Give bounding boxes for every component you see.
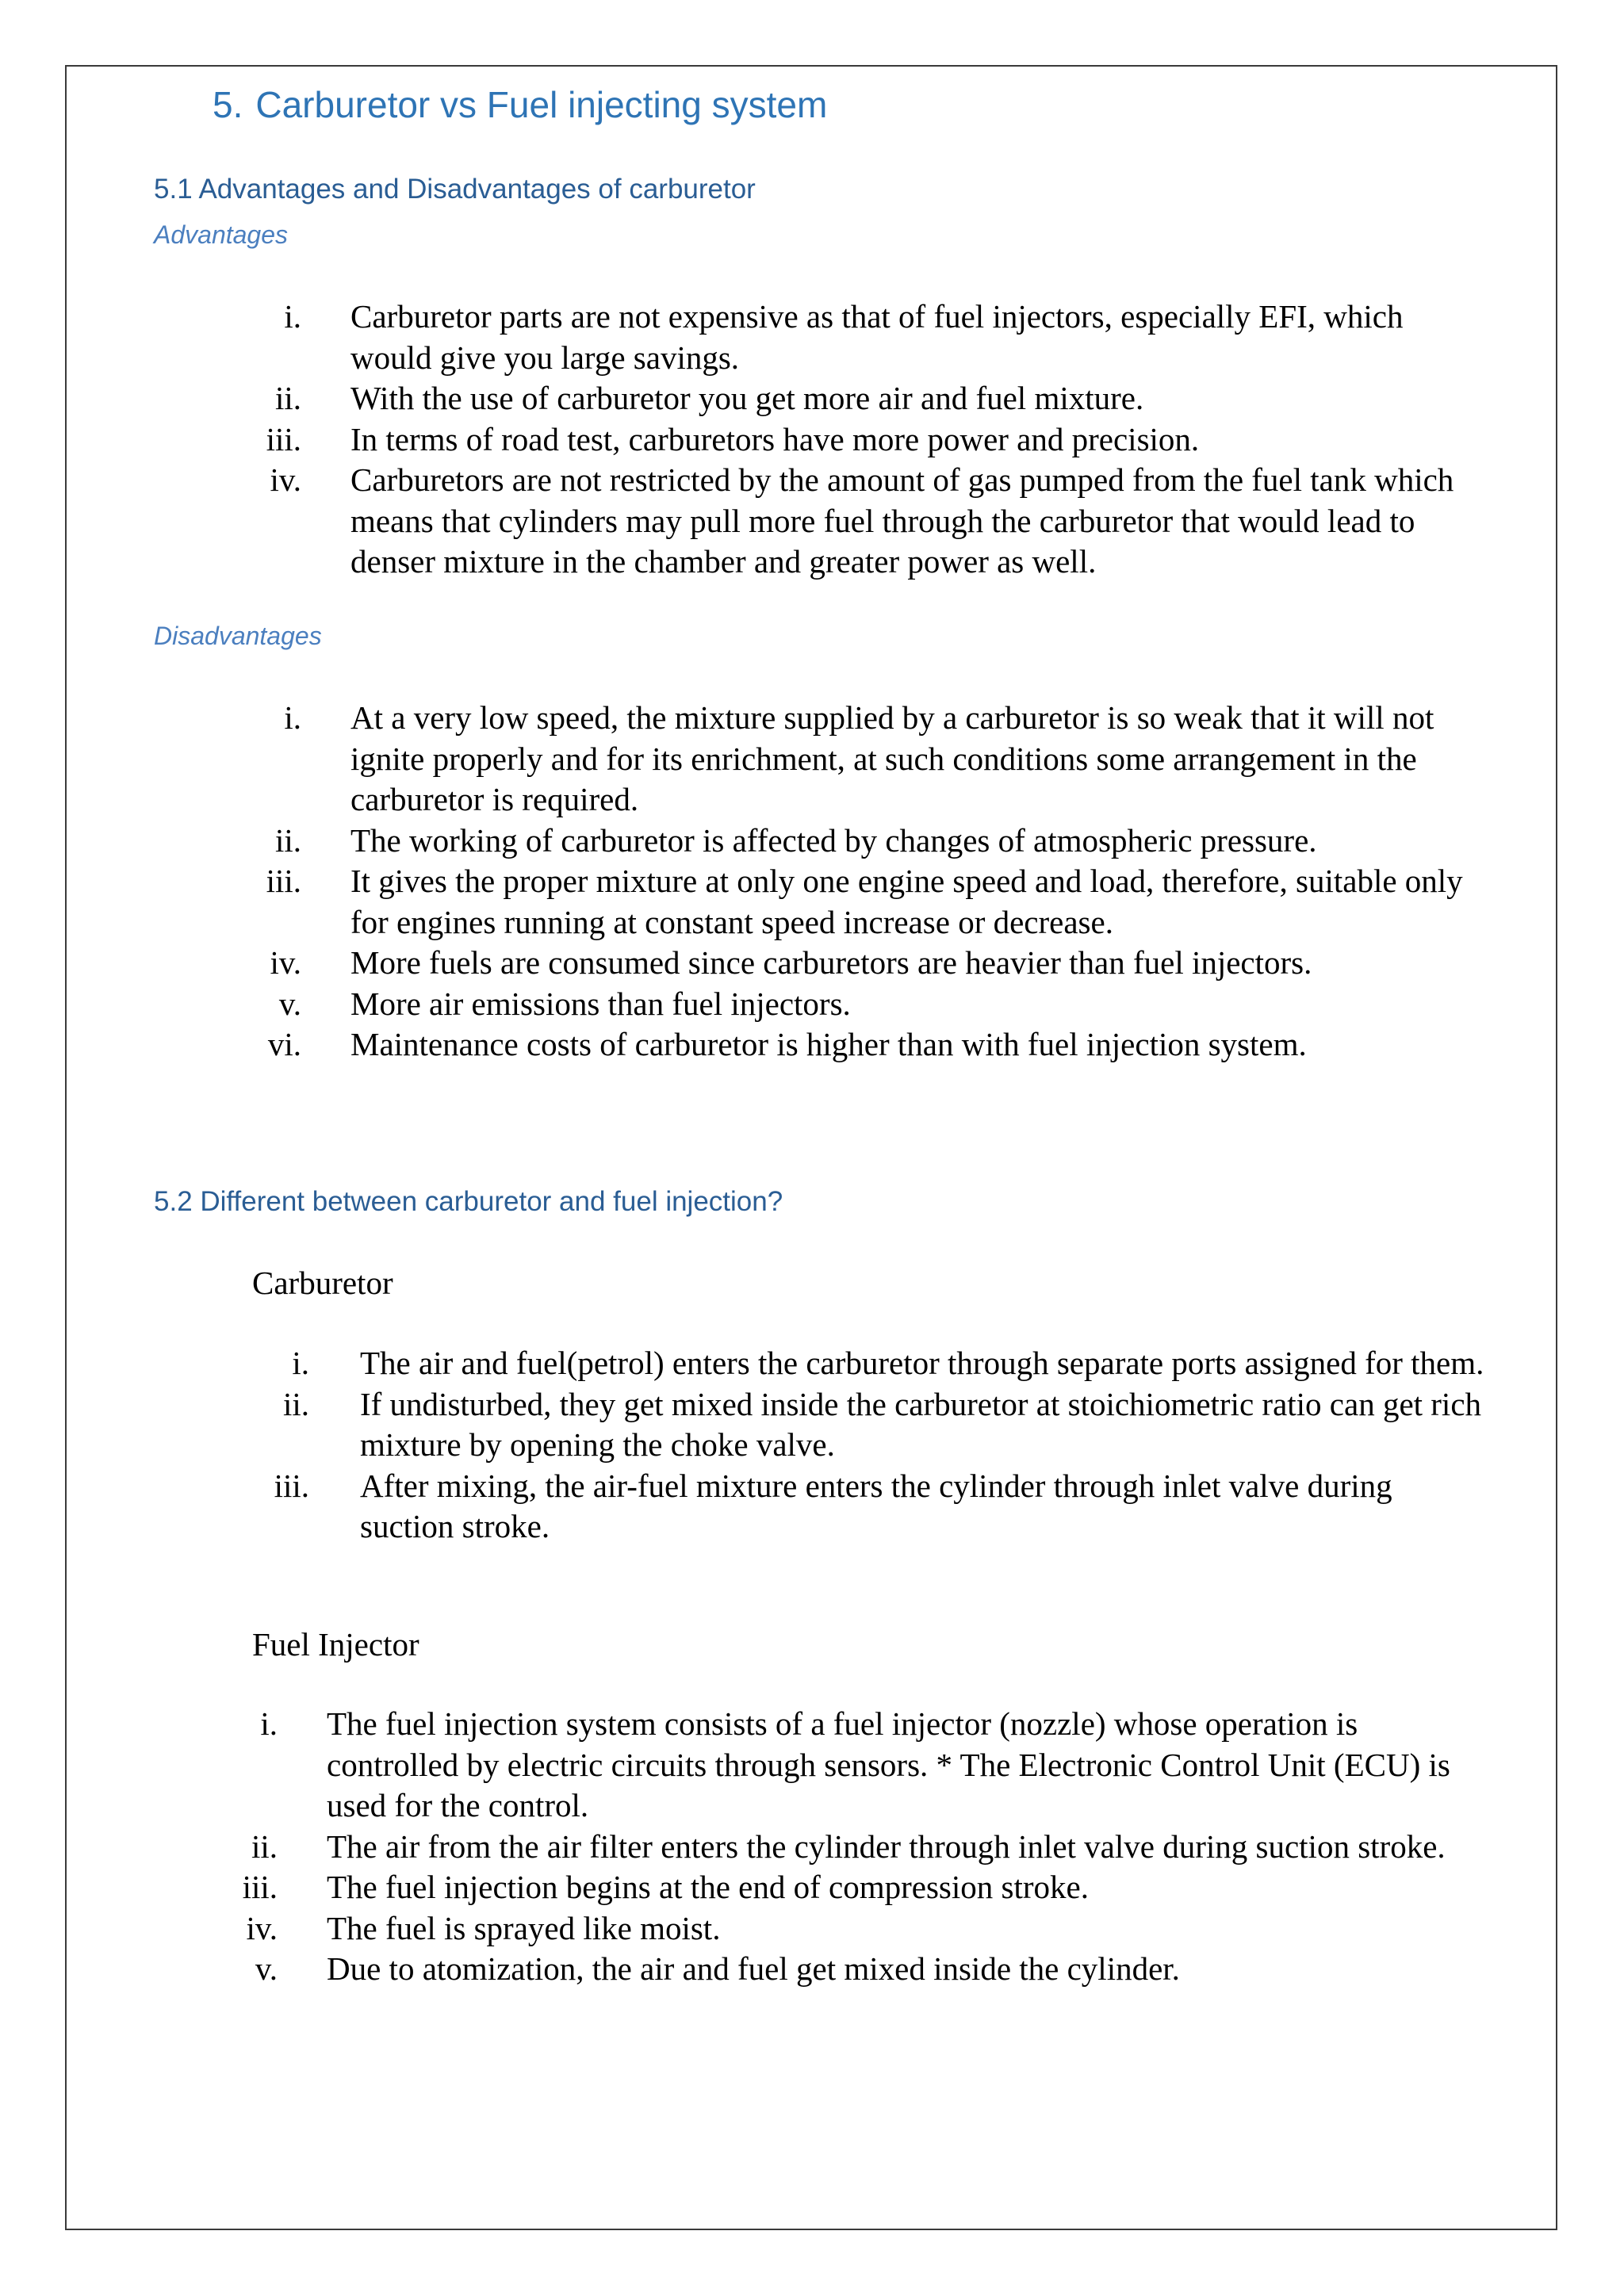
fuel-injector-label: Fuel Injector — [252, 1626, 419, 1663]
list-item-marker: i. — [292, 1345, 309, 1381]
list-item-marker: ii. — [251, 1827, 278, 1865]
list-item — [182, 378, 1483, 419]
list-item-text: The fuel is sprayed like moist. — [327, 1909, 721, 1946]
list-item-text: More fuels are consumed since carburetors are heavier than fuel injectors. — [350, 944, 1312, 981]
list-item — [190, 1384, 1491, 1466]
list-item-marker: i. — [284, 699, 301, 736]
disadvantages-list — [182, 698, 1483, 1066]
list-item — [159, 1827, 1467, 1868]
section-number: 5. — [213, 84, 243, 125]
list-item-marker: iv. — [246, 1909, 278, 1946]
list-item-text: If undisturbed, they get mixed inside the carburetor at stoichiometric ratio can get rich mixture by opening the choke valve. — [360, 1385, 1482, 1463]
list-item-text: The fuel injection system consists of a fuel injector (nozzle) whose operation is controlled by electric circuits through sensors. * The Electronic Control Unit (ECU) is used for the control. — [327, 1705, 1450, 1823]
list-item — [182, 861, 1483, 943]
list-item-marker: v. — [278, 985, 301, 1022]
list-item-text: In terms of road test, carburetors have more power and precision. — [350, 420, 1200, 457]
advantages-label: Advantages — [154, 220, 289, 249]
list-item-marker: iii. — [266, 863, 301, 899]
list-item-marker: iv. — [270, 944, 301, 981]
list-item — [182, 698, 1483, 821]
advantages-list — [182, 297, 1483, 583]
list-item-text: After mixing, the air-fuel mixture enters the cylinder through inlet valve during suction stroke. — [360, 1467, 1392, 1544]
list-item-text: It gives the proper mixture at only one engine speed and load, therefore, suitable only for engines running at constant speed increase or decrease. — [350, 863, 1463, 940]
list-item — [182, 943, 1483, 984]
list-item — [159, 1949, 1467, 1990]
list-item-text: At a very low speed, the mixture supplied by a carburetor is so weak that it will not ignite properly and for its enrichment, at such conditions some arrangement in the carburetor is required. — [350, 699, 1434, 817]
list-item-text: Carburetor parts are not expensive as that of fuel injectors, especially EFI, which would give you large savings. — [350, 298, 1404, 376]
list-item-marker: vi. — [267, 1026, 301, 1062]
list-item-text: Maintenance costs of carburetor is higher than with fuel injection system. — [350, 1026, 1307, 1062]
section-title — [213, 81, 827, 128]
list-item-marker: iv. — [270, 461, 301, 498]
list-item — [182, 821, 1483, 862]
list-item — [182, 460, 1483, 583]
disadvantages-label: Disadvantages — [154, 622, 322, 650]
list-item-text: Due to atomization, the air and fuel get mixed inside the cylinder. — [327, 1950, 1180, 1987]
list-item-marker: i. — [260, 1705, 278, 1742]
fuel-injector-list — [159, 1704, 1467, 1990]
list-item-marker: ii. — [282, 1385, 309, 1422]
list-item-marker: ii. — [274, 821, 301, 859]
list-item — [159, 1908, 1467, 1950]
list-item-marker: i. — [284, 298, 301, 335]
list-item-marker: iii. — [274, 1467, 309, 1504]
list-item — [190, 1343, 1491, 1384]
list-item — [190, 1466, 1491, 1548]
list-item — [182, 984, 1483, 1025]
subsection-5-1-heading: 5.1 Advantages and Disadvantages of carburetor — [154, 174, 756, 205]
list-item-marker: v. — [255, 1950, 278, 1987]
section-title-text: Carburetor vs Fuel injecting system — [255, 84, 828, 125]
list-item-text: The air from the air filter enters the cylinder through inlet valve during suction stroke. — [327, 1827, 1446, 1865]
list-item — [182, 419, 1483, 461]
list-item-marker: ii. — [274, 380, 301, 416]
list-item-text: The air and fuel(petrol) enters the carburetor through separate ports assigned for them. — [360, 1345, 1484, 1381]
list-item-text: Carburetors are not restricted by the amount of gas pumped from the fuel tank which means that cylinders may pull more fuel through the carburetor that would lead to denser mixture in the chamber and greater power as well. — [350, 461, 1454, 580]
list-item-text: With the use of carburetor you get more air and fuel mixture. — [350, 380, 1144, 416]
list-item — [182, 1024, 1483, 1066]
list-item-text: More air emissions than fuel injectors. — [350, 985, 851, 1022]
list-item-text: The working of carburetor is affected by changes of atmospheric pressure. — [350, 821, 1317, 859]
carburetor-label: Carburetor — [252, 1265, 393, 1301]
list-item — [159, 1704, 1467, 1827]
list-item-marker: iii. — [242, 1869, 278, 1905]
subsection-5-2-heading: 5.2 Different between carburetor and fuel injection? — [154, 1186, 783, 1217]
list-item — [159, 1867, 1467, 1908]
carburetor-list — [190, 1343, 1491, 1548]
list-item-marker: iii. — [266, 420, 301, 457]
list-item — [182, 297, 1483, 378]
list-item-text: The fuel injection begins at the end of compression stroke. — [327, 1869, 1089, 1905]
